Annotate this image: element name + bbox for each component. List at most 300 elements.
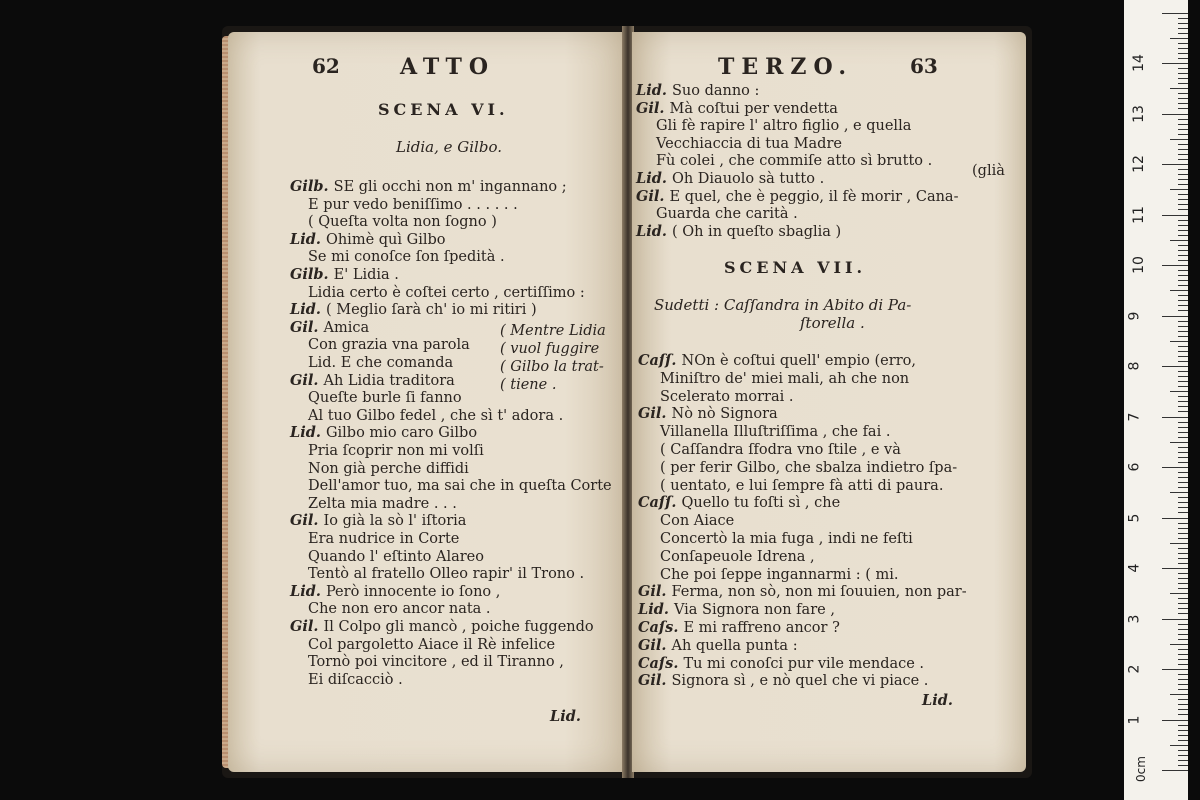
line-text: E' Lidia .	[333, 267, 399, 283]
line-text: Mà coſtui per vendetta	[669, 100, 838, 117]
ruler-tick	[1170, 240, 1188, 241]
ruler-tick	[1178, 533, 1188, 534]
line-text: Ei diſcacciò .	[308, 671, 403, 688]
running-head-left: ATTO	[400, 54, 495, 80]
ruler-tick	[1178, 452, 1188, 453]
dialogue-line	[638, 583, 967, 601]
dialogue-line	[290, 319, 369, 337]
dialogue-line	[308, 248, 505, 266]
dialogue-line	[656, 152, 932, 170]
dialogue-line	[660, 512, 734, 530]
ruler-tick	[1178, 73, 1188, 74]
ruler-tick	[1178, 523, 1188, 524]
dialogue-line	[660, 423, 890, 441]
ruler-tick	[1178, 108, 1188, 109]
dialogue-line	[638, 655, 924, 673]
ruler-tick	[1178, 250, 1188, 251]
scene-title-right: SCENA VII.	[724, 258, 867, 277]
ruler-tick	[1178, 755, 1188, 756]
ruler-tick	[1178, 43, 1188, 44]
line-text: Tu mi conoſci pur vile mendace .	[683, 655, 925, 672]
speaker-label: Lid.	[290, 582, 326, 600]
ruler-tick	[1178, 608, 1188, 609]
speaker-label: Caſſ.	[638, 352, 682, 369]
speaker-label: Gil.	[290, 512, 324, 530]
ruler-tick	[1178, 119, 1188, 120]
dialogue-line	[290, 266, 399, 284]
ruler-tick	[1162, 114, 1188, 115]
ruler-tick	[1170, 442, 1188, 443]
ruler-tick	[1162, 720, 1188, 721]
ruler-tick	[1178, 684, 1188, 685]
ruler-number: 1	[1126, 715, 1143, 724]
line-text: E quel, che è peggio, il fè morir , Cana-	[669, 188, 959, 205]
ruler-number: 4	[1126, 563, 1143, 573]
line-text: Ah Lidia traditora	[323, 372, 455, 389]
ruler-tick	[1178, 209, 1188, 210]
speaker-label: Caſs.	[638, 654, 684, 672]
ruler-tick	[1178, 487, 1188, 488]
dialogue-line	[308, 600, 491, 618]
ruler-tick	[1162, 13, 1188, 14]
speaker-label: Gil.	[290, 371, 324, 389]
line-text: ( Queſta volta non ſogno )	[308, 214, 497, 231]
line-text: Quello tu foſti sì , che	[681, 495, 841, 512]
ruler-tick	[1178, 336, 1188, 337]
ruler-tick	[1178, 472, 1188, 473]
ruler-tick	[1170, 290, 1188, 291]
scene-title-left: SCENA VI.	[378, 100, 509, 119]
ruler-tick	[1178, 220, 1188, 221]
ruler-tick	[1178, 144, 1188, 145]
ruler-tick	[1178, 381, 1188, 382]
line-text: NOn è coſtui quell' empio (erro,	[681, 353, 916, 369]
ruler-tick	[1170, 88, 1188, 89]
ruler-tick	[1178, 674, 1188, 675]
ruler-tick	[1178, 714, 1188, 715]
line-text: Con grazia vna parola	[308, 337, 470, 354]
dialogue-line	[656, 205, 798, 223]
dialogue-line	[636, 170, 824, 188]
ruler-tick	[1178, 563, 1188, 564]
ruler-tick	[1178, 740, 1188, 741]
line-text: ( Caſſandra ſfodra vno ſtile , e và	[660, 442, 901, 458]
ruler-tick	[1170, 593, 1188, 594]
page-number-right: 63	[910, 54, 938, 78]
ruler-tick	[1178, 639, 1188, 640]
dialogue-line	[308, 671, 403, 689]
speaker-label: Lid.	[290, 230, 326, 248]
ruler-tick	[1162, 518, 1188, 519]
speaker-label: Lid.	[636, 222, 672, 240]
dialogue-line	[308, 477, 612, 495]
speaker-label: Gil.	[636, 99, 670, 117]
ruler-tick	[1178, 98, 1188, 99]
ruler-tick	[1178, 629, 1188, 630]
ruler-tick	[1162, 265, 1188, 266]
dialogue-line	[636, 82, 759, 100]
line-text: ( Meglio ſarà ch' io mi ritiri )	[325, 302, 537, 319]
ruler-number: 10	[1130, 256, 1147, 274]
speaker-label: Gil.	[290, 618, 324, 635]
ruler-tick	[1178, 48, 1188, 49]
dialogue-line	[656, 135, 842, 153]
line-text: Il Colpo gli mancò , poiche fuggendo	[323, 619, 594, 635]
ruler-number: 6	[1126, 462, 1143, 472]
ruler-unit: 0cm	[1133, 756, 1148, 782]
dialogue-line	[660, 441, 901, 459]
ruler-tick	[1178, 659, 1188, 660]
dialogue-line	[308, 653, 564, 671]
dialogue-line	[636, 100, 838, 118]
dialogue-line	[308, 407, 563, 425]
dialogue-line	[308, 213, 497, 231]
ruler-tick	[1178, 356, 1188, 357]
ruler-tick	[1178, 260, 1188, 261]
speaker-label: Gil.	[636, 187, 670, 205]
ruler-tick	[1178, 305, 1188, 306]
overflow-word: (glià	[972, 163, 1005, 179]
line-text: SE gli occhi non m' ingannano ;	[333, 179, 567, 195]
line-text: Con Aiace	[660, 513, 735, 530]
dialogue-line	[308, 460, 469, 478]
dialogue-line	[638, 352, 916, 370]
line-text: Amica	[323, 319, 370, 336]
ruler-tick	[1170, 492, 1188, 493]
ruler-tick	[1178, 578, 1188, 579]
ruler-tick	[1162, 770, 1188, 771]
ruler-tick	[1162, 467, 1188, 468]
stage-direction-line: ( Gilbo la trat-	[500, 359, 604, 375]
dialogue-line	[308, 565, 584, 583]
ruler-tick	[1178, 371, 1188, 372]
line-text: Suo danno :	[671, 83, 760, 99]
speaker-label: Caſs.	[638, 619, 684, 636]
ruler-tick	[1178, 603, 1188, 604]
dialogue-line	[290, 372, 455, 390]
dialogue-line	[290, 512, 466, 530]
ruler-tick	[1162, 366, 1188, 367]
line-text: Tornò poi vincitore , ed il Tiranno ,	[308, 654, 564, 671]
ruler-tick	[1178, 427, 1188, 428]
ruler-number: 12	[1130, 155, 1147, 173]
ruler-tick	[1178, 765, 1188, 766]
ruler-tick	[1178, 406, 1188, 407]
speaker-label: Gil.	[638, 636, 672, 654]
line-text: Al tuo Gilbo fedel , che sì t' adora .	[308, 407, 564, 424]
ruler-tick	[1178, 422, 1188, 423]
line-text: ( per ferir Gilbo, che sbalza indietro ſpa-	[660, 459, 958, 476]
ruler-tick	[1170, 38, 1188, 39]
line-text: Signora sì , e nò quel che vi piace .	[671, 673, 929, 690]
ruler-tick	[1178, 159, 1188, 160]
ruler-tick	[1178, 270, 1188, 271]
line-text: Ferma, non sò, non mi ſouuien, non par-	[671, 584, 967, 601]
line-text: Zelta mia madre . . .	[308, 495, 457, 512]
page-number-left: 62	[312, 54, 340, 78]
dialogue-line	[308, 636, 555, 654]
ruler-tick	[1178, 447, 1188, 448]
dialogue-line	[660, 530, 913, 548]
dialogue-line	[660, 477, 943, 495]
line-text: ( uentato, e lui ſempre fà atti di paura.	[660, 477, 944, 494]
dialogue-line	[638, 637, 798, 655]
ruler-tick	[1178, 386, 1188, 387]
ruler-tick	[1178, 23, 1188, 24]
ruler-tick	[1178, 154, 1188, 155]
dialogue-line	[308, 530, 459, 548]
dialogue-line	[290, 583, 500, 601]
ruler-tick	[1178, 300, 1188, 301]
dialogue-line	[660, 459, 957, 477]
ruler-tick	[1178, 624, 1188, 625]
ruler-tick	[1178, 149, 1188, 150]
dialogue-line	[290, 424, 477, 442]
ruler-tick	[1162, 316, 1188, 317]
line-text: Scelerato morrai .	[660, 388, 794, 405]
line-text: Nò nò Signora	[671, 406, 778, 423]
ruler-tick	[1178, 477, 1188, 478]
line-text: Era nudrice in Corte	[308, 531, 460, 547]
ruler-number: 11	[1130, 205, 1147, 224]
speaker-label: Lid.	[290, 301, 326, 319]
ruler-tick	[1178, 103, 1188, 104]
dialogue-line	[290, 178, 567, 196]
ruler-tick	[1178, 134, 1188, 135]
ruler-tick	[1162, 669, 1188, 670]
ruler-tick	[1178, 573, 1188, 574]
ruler-tick	[1178, 230, 1188, 231]
line-text: Oh Diauolo sà tutto .	[671, 171, 825, 187]
dialogue-line	[290, 618, 594, 636]
dialogue-line	[308, 196, 518, 214]
right-page	[632, 32, 1026, 772]
ruler-tick	[1178, 58, 1188, 59]
speaker-label: Lid.	[636, 82, 672, 99]
ruler-number: 9	[1126, 311, 1143, 320]
ruler-tick	[1178, 204, 1188, 205]
ruler-tick	[1178, 654, 1188, 655]
line-text: Tentò al fratello Olleo rapir' il Trono .	[308, 566, 585, 583]
dialogue-line	[638, 601, 835, 619]
line-text: Però innocente io ſono ,	[325, 583, 501, 600]
ruler-tick	[1178, 361, 1188, 362]
dialogue-line	[636, 188, 958, 206]
speaker-label: Caſſ.	[638, 494, 682, 512]
dialogue-line	[308, 354, 453, 372]
ruler-tick	[1178, 634, 1188, 635]
ruler-tick	[1170, 189, 1188, 190]
ruler-tick	[1178, 548, 1188, 549]
line-text: Ohimè quì Gilbo	[325, 231, 446, 248]
speaker-label: Gilb.	[290, 178, 334, 195]
line-text: Non già perche diffidi	[308, 460, 469, 477]
ruler-tick	[1178, 725, 1188, 726]
dialogue-line	[638, 494, 840, 512]
dialogue-line	[660, 388, 793, 406]
ruler-tick	[1178, 331, 1188, 332]
ruler-tick	[1178, 310, 1188, 311]
ruler-number: 13	[1130, 104, 1147, 123]
ruler-tick	[1178, 93, 1188, 94]
line-text: Lid. E che comanda	[308, 355, 454, 371]
line-text: Quando l' eſtinto Alareo	[308, 548, 484, 565]
speaker-label: Gilb.	[290, 266, 334, 283]
stage-direction-line: ( Mentre Lidia	[500, 323, 606, 339]
dialogue-line	[656, 117, 911, 135]
ruler-tick	[1178, 497, 1188, 498]
speaker-label: Gil.	[290, 318, 324, 336]
ruler-tick	[1178, 502, 1188, 503]
dialogue-line	[308, 442, 484, 460]
line-text: Via Signora non fare ,	[673, 602, 835, 619]
ruler-tick	[1170, 341, 1188, 342]
stage-direction-line: ( tiene .	[500, 377, 557, 393]
dialogue-line	[308, 495, 457, 513]
ruler-tick	[1178, 326, 1188, 327]
ruler-number: 8	[1126, 361, 1143, 371]
ruler-tick	[1170, 139, 1188, 140]
ruler-tick	[1178, 18, 1188, 19]
ruler-tick	[1178, 179, 1188, 180]
left-page	[228, 32, 624, 772]
dialogue-line	[290, 231, 446, 249]
ruler-tick	[1178, 750, 1188, 751]
measurement-ruler	[1124, 0, 1188, 800]
ruler-tick	[1178, 199, 1188, 200]
ruler-tick	[1178, 68, 1188, 69]
ruler-tick	[1178, 553, 1188, 554]
ruler-tick	[1178, 699, 1188, 700]
ruler-tick	[1178, 245, 1188, 246]
ruler-tick	[1162, 417, 1188, 418]
dialogue-line	[660, 548, 815, 566]
ruler-tick	[1178, 730, 1188, 731]
ruler-tick	[1178, 709, 1188, 710]
ruler-tick	[1170, 694, 1188, 695]
ruler-tick	[1170, 391, 1188, 392]
ruler-tick	[1178, 83, 1188, 84]
ruler-tick	[1162, 568, 1188, 569]
ruler-tick	[1178, 321, 1188, 322]
ruler-tick	[1178, 482, 1188, 483]
speaker-label: Lid.	[638, 601, 674, 619]
ruler-tick	[1178, 613, 1188, 614]
line-text: Che poi ſeppe ingannarmi : ( mi.	[660, 566, 899, 583]
line-text: Vecchiaccia di tua Madre	[656, 135, 842, 152]
ruler-tick	[1178, 194, 1188, 195]
ruler-tick	[1178, 53, 1188, 54]
ruler-tick	[1178, 735, 1188, 736]
line-text: Fù colei , che commiſe atto sì brutto .	[656, 153, 933, 170]
ruler-tick	[1178, 225, 1188, 226]
ruler-tick	[1178, 664, 1188, 665]
dialogue-line	[636, 223, 841, 241]
ruler-tick	[1178, 33, 1188, 34]
dialogue-line	[308, 284, 585, 302]
catchword-left: Lid.	[550, 708, 581, 725]
ruler-tick	[1178, 124, 1188, 125]
ruler-tick	[1178, 280, 1188, 281]
ruler-tick	[1178, 184, 1188, 185]
line-text: E mi raffreno ancor ?	[683, 620, 840, 636]
dialogue-line	[660, 566, 899, 584]
ruler-tick	[1178, 78, 1188, 79]
ruler-number: 5	[1126, 513, 1143, 522]
ruler-tick	[1178, 760, 1188, 761]
dialogue-line	[308, 336, 470, 354]
ruler-tick	[1178, 598, 1188, 599]
line-text: Dell'amor tuo, ma sai che in queſta Corte	[308, 478, 612, 495]
ruler-tick	[1178, 346, 1188, 347]
ruler-tick	[1178, 411, 1188, 412]
ruler-tick	[1178, 376, 1188, 377]
ruler-tick	[1162, 164, 1188, 165]
ruler-tick	[1178, 129, 1188, 130]
open-book	[222, 26, 1032, 778]
dialogue-line	[660, 370, 909, 388]
ruler-tick	[1178, 285, 1188, 286]
line-text: Villanella Illuſtriſſima , che fai .	[660, 424, 891, 441]
ruler-number: 2	[1126, 664, 1143, 674]
catchword-right: Lid.	[922, 692, 953, 709]
dialogue-line	[638, 672, 928, 690]
dialogue-line	[638, 619, 840, 637]
line-text: Se mi conoſce ſon ſpedità .	[308, 249, 505, 266]
speaker-label: Gil.	[638, 583, 672, 601]
line-text: Gli fè rapire l' altro figlio , e quella	[656, 118, 912, 135]
ruler-tick	[1178, 462, 1188, 463]
ruler-tick	[1178, 689, 1188, 690]
ruler-tick	[1178, 679, 1188, 680]
characters-left: Lidia, e Gilbo.	[396, 138, 502, 156]
ruler-tick	[1162, 619, 1188, 620]
ruler-tick	[1178, 169, 1188, 170]
ruler-tick	[1178, 351, 1188, 352]
line-text: ( Oh in queſto sbaglia )	[671, 223, 842, 240]
ruler-tick	[1178, 512, 1188, 513]
line-text: Ah quella punta :	[671, 637, 798, 654]
ruler-tick	[1178, 507, 1188, 508]
ruler-tick	[1178, 704, 1188, 705]
dialogue-line	[638, 405, 778, 423]
line-text: Col pargoletto Aiace il Rè infelice	[308, 636, 556, 653]
characters-right-line: ſtorella .	[800, 314, 865, 332]
ruler-number: 14	[1130, 54, 1147, 72]
speaker-label: Gil.	[638, 672, 672, 690]
ruler-tick	[1178, 396, 1188, 397]
line-text: Pria ſcoprir non mi volſi	[308, 443, 484, 459]
ruler-tick	[1178, 588, 1188, 589]
ruler-tick	[1178, 528, 1188, 529]
ruler-tick	[1178, 457, 1188, 458]
ruler-tick	[1178, 437, 1188, 438]
line-text: Concertò la mia fuga , indi ne feſti	[660, 531, 913, 547]
characters-right-line: Sudetti : Caſſandra in Abito di Pa-	[654, 296, 912, 314]
speaker-label: Lid.	[290, 424, 326, 442]
line-text: Lidia certo è coſtei certo , certiſſimo :	[308, 284, 585, 301]
ruler-tick	[1178, 432, 1188, 433]
ruler-tick	[1178, 558, 1188, 559]
ruler-tick	[1178, 28, 1188, 29]
ruler-tick	[1178, 295, 1188, 296]
dialogue-line	[308, 389, 462, 407]
line-text: Miniſtro de' miei mali, ah che non	[660, 370, 910, 387]
ruler-tick	[1178, 275, 1188, 276]
running-head-right: TERZO.	[718, 54, 854, 80]
speaker-label: Lid.	[636, 170, 672, 187]
ruler-tick	[1178, 174, 1188, 175]
